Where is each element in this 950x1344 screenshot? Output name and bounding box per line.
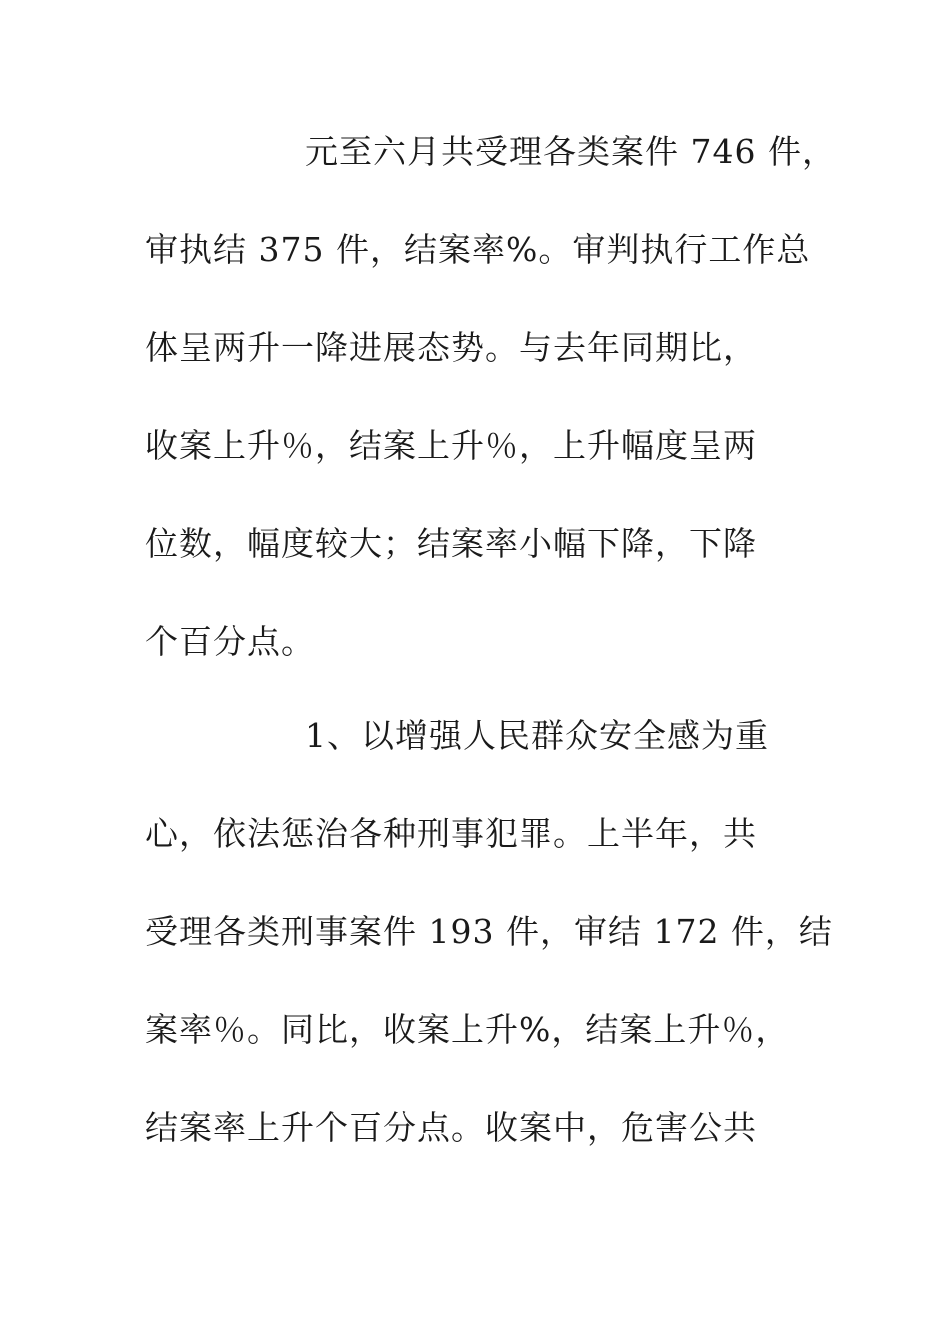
paragraph-line: 收案上升％，结案上升％，上升幅度呈两 — [145, 426, 757, 465]
paragraph-line: 元至六月共受理各类案件 746 件， — [305, 132, 836, 171]
paragraph-line: 位数，幅度较大；结案率小幅下降，下降 — [145, 524, 757, 563]
paragraph-line: 案率％。同比，收案上升%，结案上升％， — [145, 1010, 790, 1049]
paragraph-line: 结案率上升个百分点。收案中，危害公共 — [145, 1108, 757, 1147]
paragraph-line: 审执结 375 件，结案率%。审判执行工作总 — [145, 230, 811, 269]
paragraph-line: 1、以增强人民群众安全感为重 — [305, 716, 769, 755]
paragraph-line: 心，依法惩治各种刑事犯罪。上半年，共 — [145, 814, 757, 853]
paragraph-line: 受理各类刑事案件 193 件，审结 172 件，结 — [145, 912, 833, 951]
paragraph-line: 个百分点。 — [145, 622, 315, 661]
paragraph-line: 体呈两升一降进展态势。与去年同期比， — [145, 328, 757, 367]
